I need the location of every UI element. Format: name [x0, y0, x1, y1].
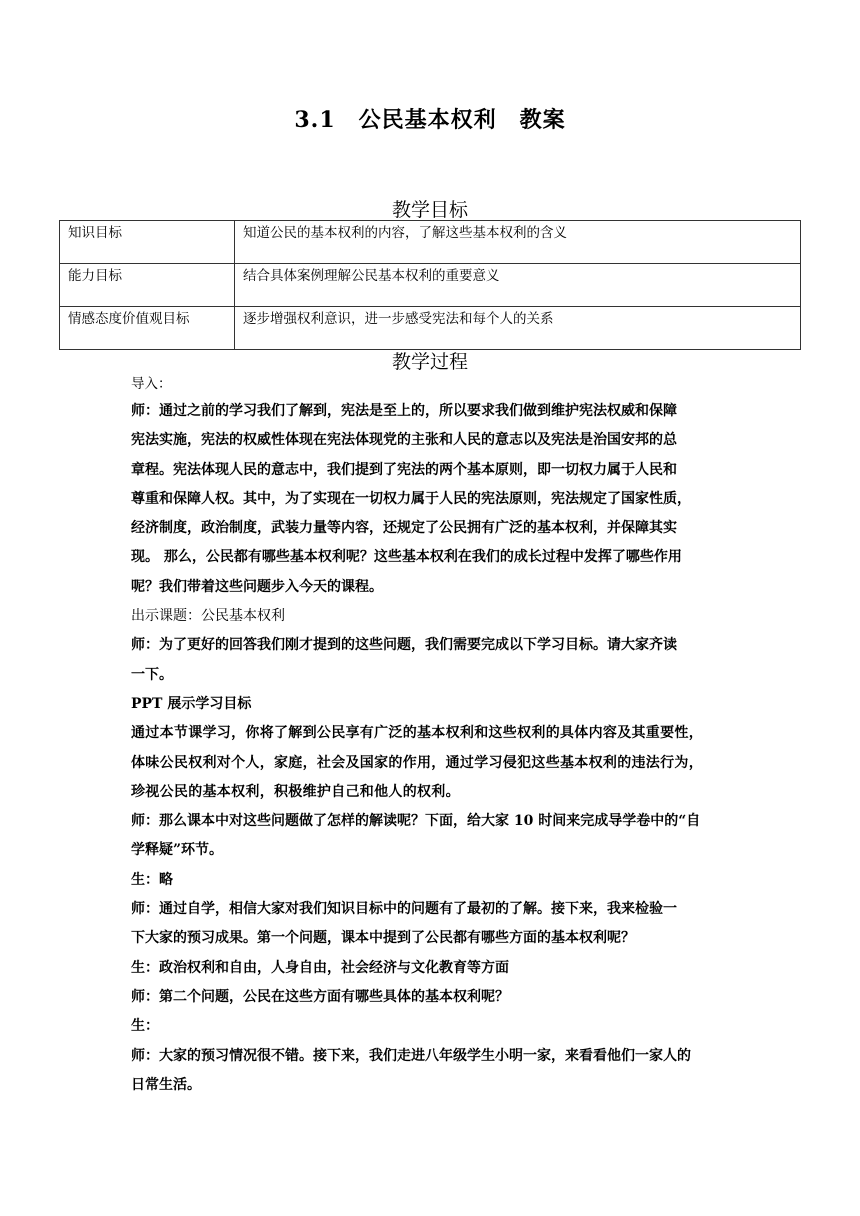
goal-label: 知识目标	[60, 221, 235, 264]
goal-label: 能力目标	[60, 264, 235, 307]
paragraph-line: 一下。	[131, 666, 173, 683]
student-line: 生：略	[131, 871, 173, 888]
ppt-label: PPT 展示学习目标	[131, 695, 252, 712]
process-heading: 教学过程	[391, 351, 468, 373]
paragraph-line: 经济制度，政治制度，武装力量等内容，还规定了公民拥有广泛的基本权利，并保障其实	[131, 520, 677, 537]
student-line: 生：	[131, 1018, 159, 1035]
paragraph-line: 宪法实施，宪法的权威性体现在宪法体现党的主张和人民的意志以及宪法是治国安邦的总	[131, 432, 677, 449]
topic-line: 出示课题：公民基本权利	[131, 608, 285, 625]
table-row	[60, 264, 801, 307]
process-body	[131, 373, 731, 1100]
page-title: 3.1 公民基本权利 教案	[294, 107, 566, 133]
paragraph-line: 师：为了更好的回答我们刚才提到的这些问题，我们需要完成以下学习目标。请大家齐读	[131, 637, 677, 654]
table-row	[60, 307, 801, 350]
paragraph-line: 师：通过自学，相信大家对我们知识目标中的问题有了最初的了解。接下来，我来检验一	[131, 901, 677, 918]
table-row	[60, 221, 801, 264]
paragraph-line: 师：第二个问题，公民在这些方面有哪些具体的基本权利呢？	[131, 988, 509, 1005]
paragraph-line: 呢？我们带着这些问题步入今天的课程。	[131, 578, 383, 595]
goals-heading: 教学目标	[391, 199, 468, 221]
paragraph-line: 章程。宪法体现人民的意志中，我们提到了宪法的两个基本原则，即一切权力属于人民和	[131, 461, 677, 478]
goals-table	[59, 220, 801, 350]
paragraph-line: 下大家的预习成果。第一个问题，课本中提到了公民都有哪些方面的基本权利呢？	[131, 930, 635, 947]
paragraph-line: 尊重和保障人权。其中，为了实现在一切权力属于人民的宪法原则，宪法规定了国家性质，	[131, 490, 691, 507]
objective-line: 通过本节课学习，你将了解到公民享有广泛的基本权利和这些权利的具体内容及其重要性，	[131, 725, 703, 742]
paragraph-line: 日常生活。	[131, 1076, 201, 1093]
goal-content: 知道公民的基本权利的内容，了解这些基本权利的含义	[235, 221, 801, 264]
objective-line: 体味公民权利对个人，家庭，社会及国家的作用，通过学习侵犯这些基本权利的违法行为，	[131, 754, 703, 771]
student-line: 生：政治权利和自由，人身自由，社会经济与文化教育等方面	[131, 959, 509, 976]
paragraph-line: 师：大家的预习情况很不错。接下来，我们走进八年级学生小明一家，来看看他们一家人的	[131, 1047, 691, 1064]
intro-label: 导入：	[131, 376, 172, 392]
paragraph-line: 师：通过之前的学习我们了解到，宪法是至上的，所以要求我们做到维护宪法权威和保障	[131, 403, 677, 419]
goal-label: 情感态度价值观目标	[60, 307, 235, 350]
paragraph-line: 学释疑”环节。	[131, 842, 224, 859]
goal-content: 逐步增强权利意识，进一步感受宪法和每个人的关系	[235, 307, 801, 350]
goal-content: 结合具体案例理解公民基本权利的重要意义	[235, 264, 801, 307]
paragraph-line: 师：那么课本中对这些问题做了怎样的解读呢？下面，给大家 10 时间来完成导学卷中的“自	[131, 813, 701, 830]
objective-line: 珍视公民的基本权利，积极维护自己和他人的权利。	[131, 783, 460, 800]
paragraph-line: 现。 那么，公民都有哪些基本权利呢？这些基本权利在我们的成长过程中发挥了哪些作用	[131, 549, 682, 566]
